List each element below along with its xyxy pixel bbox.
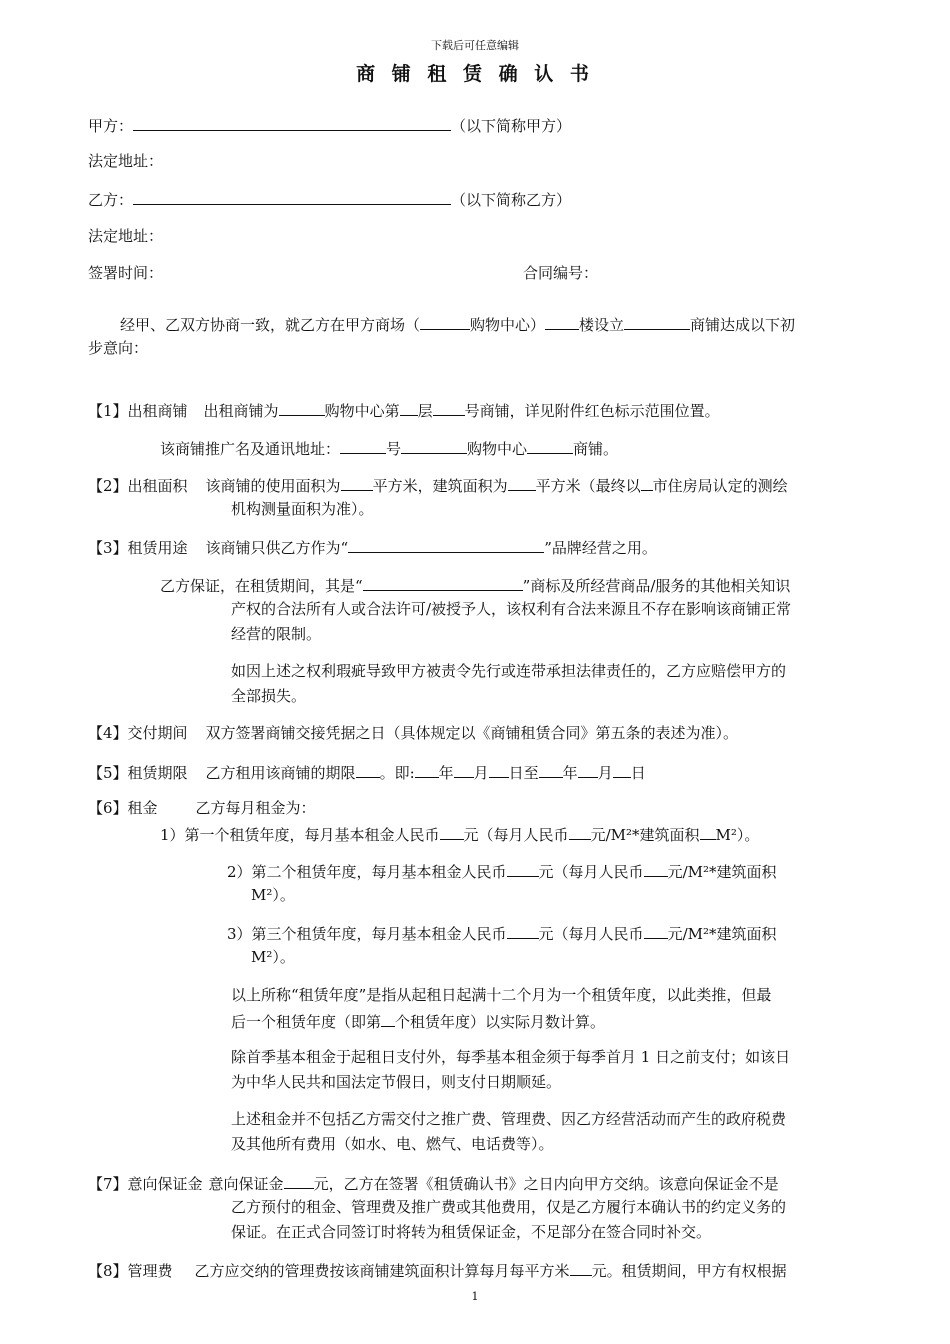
shop-blank[interactable] bbox=[624, 313, 690, 330]
section-text: 平方米（最终以 bbox=[535, 477, 641, 495]
contract-number: 合同编号： bbox=[523, 264, 599, 282]
section-2-tag: 【2】出租面积 bbox=[88, 477, 188, 495]
blank[interactable] bbox=[341, 474, 373, 491]
section-3-tag: 【3】租赁用途 bbox=[88, 539, 188, 557]
blank[interactable] bbox=[539, 761, 563, 778]
section-text: 元。租赁期间，甲方有权根据 bbox=[591, 1262, 787, 1280]
section-text: 2）第二个租赁年度，每月基本租金人民币 bbox=[227, 863, 507, 881]
section-text: 乙方应交纳的管理费按该商铺建筑面积计算每月每平方米 bbox=[194, 1262, 570, 1280]
blank[interactable] bbox=[507, 922, 539, 939]
section-text: 平方米，建筑面积为 bbox=[372, 477, 508, 495]
section-text: 乙方租用该商铺的期限 bbox=[205, 764, 356, 782]
section-text: 年 bbox=[562, 764, 578, 782]
section-text: 乙方每月租金为： bbox=[195, 799, 316, 817]
section-text: 后一个租赁年度（即第 bbox=[231, 1013, 382, 1031]
rent-note-1: 以上所称“租赁年度”是指从起租日起满十二个月为一个租赁年度，以此类推，但最 bbox=[231, 986, 772, 1004]
blank[interactable] bbox=[700, 823, 716, 840]
section-text: 商铺。 bbox=[573, 440, 619, 458]
section-text: 市住房局认定的测绘 bbox=[652, 477, 788, 495]
section-7-line bbox=[88, 1172, 779, 1194]
rent-note-3: 上述租金并不包括乙方需交付之推广费、管理费、因乙方经营活动而产生的政府税费 bbox=[231, 1110, 787, 1128]
intro-line-1 bbox=[120, 313, 795, 335]
blank[interactable] bbox=[400, 399, 418, 416]
blank[interactable] bbox=[340, 437, 386, 454]
rent-year-2-l2: M²）。 bbox=[251, 886, 295, 904]
section-1-line bbox=[88, 399, 720, 421]
blank[interactable] bbox=[569, 823, 591, 840]
page-number: 1 bbox=[471, 1290, 479, 1303]
section-text: 个租赁年度）以实际月数计算。 bbox=[395, 1013, 606, 1031]
blank[interactable] bbox=[440, 823, 464, 840]
party-a-label: 甲方： bbox=[88, 117, 134, 135]
blank[interactable] bbox=[401, 437, 467, 454]
document-title: 商 铺 租 赁 确 认 书 bbox=[356, 63, 594, 85]
section-text: 号 bbox=[386, 440, 402, 458]
section-text: 年 bbox=[438, 764, 454, 782]
section-text: ”品牌经营之用。 bbox=[544, 539, 657, 557]
section-4-line bbox=[88, 723, 738, 743]
section-6-line bbox=[88, 798, 316, 818]
section-7-tag: 【7】意向保证金 bbox=[88, 1175, 203, 1193]
trademark-blank[interactable] bbox=[363, 574, 523, 591]
blank[interactable] bbox=[508, 474, 536, 491]
section-7-l2: 乙方预付的租金、管理费及推广费或其他费用，仅是乙方履行本确认书的约定义务的 bbox=[231, 1198, 787, 1216]
sign-time: 签署时间： bbox=[88, 264, 164, 282]
section-text: 号商铺，详见附件红色标示范围位置。 bbox=[464, 402, 720, 420]
party-b-blank[interactable] bbox=[133, 188, 451, 205]
blank[interactable] bbox=[527, 437, 573, 454]
section-text: 日至 bbox=[508, 764, 539, 782]
section-text: 意向保证金 bbox=[208, 1175, 284, 1193]
blank[interactable] bbox=[415, 761, 439, 778]
section-text: 该商铺推广名及通讯地址： bbox=[160, 440, 341, 458]
party-b-suffix: （以下简称乙方） bbox=[451, 191, 572, 209]
section-text: ”商标及所经营商品/服务的其他相关知识 bbox=[522, 577, 791, 595]
section-5-tag: 【5】租赁期限 bbox=[88, 764, 188, 782]
blank[interactable] bbox=[433, 399, 465, 416]
section-7-l3: 保证。在正式合同签订时将转为租赁保证金，不足部分在签合同时补交。 bbox=[231, 1223, 712, 1241]
section-text: 元/M²*建筑面积 bbox=[667, 863, 777, 881]
blank[interactable] bbox=[489, 761, 509, 778]
section-text: 日 bbox=[630, 764, 646, 782]
section-text: 元（每月人民币 bbox=[538, 925, 644, 943]
section-text: 元（每月人民币 bbox=[463, 826, 569, 844]
section-text: 购物中心 bbox=[467, 440, 528, 458]
party-a-blank[interactable] bbox=[133, 114, 451, 131]
section-6-tag: 【6】租金 bbox=[88, 799, 158, 817]
section-3-guarantee-2-l2: 全部损失。 bbox=[231, 687, 307, 705]
section-text: 元，乙方在签署《租赁确认书》之日内向甲方交纳。该意向保证金不是 bbox=[313, 1175, 779, 1193]
section-text: 出租商铺为 bbox=[203, 402, 279, 420]
section-text: 购物中心第 bbox=[324, 402, 400, 420]
party-a-suffix: （以下简称甲方） bbox=[451, 117, 572, 135]
section-text: 1）第一个租赁年度，每月基本租金人民币 bbox=[160, 826, 440, 844]
section-text: M²）。 bbox=[715, 826, 760, 844]
section-8-tag: 【8】管理费 bbox=[88, 1262, 173, 1280]
section-1-tag: 【1】出租商铺 bbox=[88, 402, 188, 420]
party-b-label: 乙方： bbox=[88, 191, 134, 209]
section-2-line bbox=[88, 474, 788, 496]
section-text: 月 bbox=[597, 764, 613, 782]
intro-text: 购物中心） bbox=[470, 316, 546, 334]
rent-year-3 bbox=[227, 922, 777, 944]
party-a-address: 法定地址： bbox=[88, 152, 164, 170]
blank[interactable] bbox=[381, 1010, 395, 1027]
section-1-sub bbox=[160, 437, 618, 459]
blank[interactable] bbox=[644, 860, 668, 877]
rent-year-1 bbox=[160, 823, 759, 845]
mall-name-blank[interactable] bbox=[420, 313, 470, 330]
party-a-line bbox=[88, 114, 571, 136]
intro-text: 经甲、乙双方协商一致，就乙方在甲方商场（ bbox=[120, 316, 421, 334]
section-text: 。即: bbox=[379, 764, 415, 782]
blank[interactable] bbox=[613, 761, 631, 778]
floor-blank[interactable] bbox=[545, 313, 579, 330]
rent-note-2: 除首季基本租金于起租日支付外，每季基本租金须于每季首月 1 日之前支付；如该日 bbox=[231, 1048, 791, 1066]
blank[interactable] bbox=[570, 1259, 592, 1276]
blank[interactable] bbox=[644, 922, 668, 939]
intro-text: 商铺达成以下初 bbox=[690, 316, 796, 334]
section-text: 该商铺只供乙方作为“ bbox=[205, 539, 349, 557]
section-8-line bbox=[88, 1259, 787, 1281]
section-4-tag: 【4】交付期间 bbox=[88, 724, 188, 742]
section-3-guarantee-1-l3: 经营的限制。 bbox=[231, 625, 322, 643]
blank[interactable] bbox=[356, 761, 380, 778]
section-5-line bbox=[88, 761, 646, 783]
blank[interactable] bbox=[284, 1172, 314, 1189]
section-text: 乙方保证，在租赁期间，其是“ bbox=[160, 577, 363, 595]
section-3-guarantee-2: 如因上述之权利瑕疵导致甲方被责令先行或连带承担法律责任的，乙方应赔偿甲方的 bbox=[231, 662, 787, 680]
intro-text: 楼设立 bbox=[579, 316, 625, 334]
rent-note-1-l2 bbox=[231, 1010, 605, 1032]
section-3-guarantee-1-l2: 产权的合法所有人或合法许可/被授予人，该权利有合法来源且不存在影响该商铺正常 bbox=[231, 600, 792, 618]
section-3-guarantee-1 bbox=[160, 574, 790, 596]
section-text: 层 bbox=[417, 402, 433, 420]
section-text: 3）第三个租赁年度，每月基本租金人民币 bbox=[227, 925, 507, 943]
blank[interactable] bbox=[279, 399, 325, 416]
section-text: 月 bbox=[473, 764, 489, 782]
section-3-line bbox=[88, 536, 657, 558]
blank[interactable] bbox=[507, 860, 539, 877]
rent-year-3-l2: M²）。 bbox=[251, 948, 295, 966]
section-2-line-2: 机构测量面积为准）。 bbox=[231, 500, 374, 518]
blank[interactable] bbox=[454, 761, 474, 778]
rent-note-3-l2: 及其他所有费用（如水、电、燃气、电话费等）。 bbox=[231, 1135, 554, 1153]
rent-year-2 bbox=[227, 860, 777, 882]
brand-blank[interactable] bbox=[348, 536, 544, 553]
rent-note-2-l2: 为中华人民共和国法定节假日，则支付日期顺延。 bbox=[231, 1073, 562, 1091]
header-note: 下载后可任意编辑 bbox=[431, 39, 519, 52]
blank[interactable] bbox=[578, 761, 598, 778]
party-b-address: 法定地址： bbox=[88, 227, 164, 245]
party-b-line bbox=[88, 188, 571, 210]
blank[interactable] bbox=[641, 474, 653, 491]
section-text: 元/M²*建筑面积 bbox=[667, 925, 777, 943]
section-text: 该商铺的使用面积为 bbox=[205, 477, 341, 495]
section-text: 元/M²*建筑面积 bbox=[590, 826, 700, 844]
section-text: 元（每月人民币 bbox=[538, 863, 644, 881]
section-text: 双方签署商铺交接凭据之日（具体规定以《商铺租赁合同》第五条的表述为准）。 bbox=[205, 724, 739, 742]
intro-line-2: 步意向： bbox=[88, 339, 149, 357]
